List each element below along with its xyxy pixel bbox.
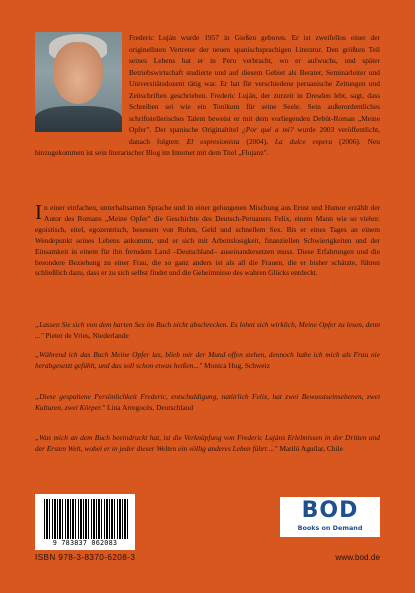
quote-author: Lina Arregocés, Deutschland (107, 402, 194, 412)
quote-text: „Diese gespaltene Persönlichkeit Frederic, entschuldigung, natürlich Felix, hat zwei Bewusstseinsebenen, zwei Kulturen, zwei Körper." (35, 392, 380, 412)
bio-title-3: La dulce espera (274, 136, 333, 146)
barcode (35, 494, 135, 550)
quote-text: „Was mich an dem Buch beeindruckt hat, ist die Verknüpfung von Frederic Lujáns Erlebnissen in der Dritten und der Ersten Welt, wobei er in jeder dieser Welten ein völlig anderes Leben führt ..." (35, 433, 380, 453)
quote-2 (35, 350, 380, 372)
quote-author: Monica Hug, Schweiz (203, 360, 270, 370)
isbn: ISBN 978-3-8370-6208-3 (35, 553, 136, 562)
bio-text-3: (2004), (239, 136, 275, 146)
barcode-bars (44, 499, 128, 539)
quote-text: „Lassen Sie sich von dem harten Sex im Buch nicht abschrecken. Es lohnt sich wirklich, Meine Opfer zu lesen, denn ..." (35, 320, 380, 340)
bio-text-2: wurde 2003 veröffentlicht, danach folgten: (129, 125, 380, 146)
bio-text-4: (2006). Neu hinzugekommen ist sein literarischer Blog im Internet mit dem Titel „Flujanz". (35, 136, 380, 158)
quote-1 (35, 320, 380, 342)
publisher-website: www.bod.de (335, 553, 380, 562)
quote-3 (35, 392, 380, 414)
publisher-logo (280, 497, 380, 537)
bio-title-1: ¿Por qué a mí? (242, 125, 294, 135)
quote-4 (35, 433, 380, 455)
book-blurb (35, 200, 380, 279)
quote-text: „Während ich das Buch Meine Opfer las, blieb mir der Mund offen stehen, dennoch habe ich mich als Frau nie herabgesetzt gefühlt, und das soll schon etwas heißen..." (35, 350, 380, 370)
barcode-digits: 9 783837 062083 (52, 539, 118, 547)
author-bio (35, 32, 380, 159)
bod-logo-mark: BOD (301, 498, 359, 523)
blurb-text: n einer einfachen, unterhaltsamen Sprache und in einer gelungenen Mischung aus Ernst und Humor erzählt der Autor des Romans „Meine Opfer" die Geschichte des Deutsch-Peruaners Felix, einem Mann wie so vielen: egoistisch, eitel, egozentrisch, besessen von Ruhm, Geld und schnellem Sex. Bis er eines Tages an einem Wendepunkt seines Lebens ankommt, und er sich mit Arbeitslosigkeit, finanziellen Schwierigkeiten und der Einsamkeit in einem für ihn fremdem Land –Deutschland– auseinandersetzen muss. Diese Erfahrungen und die besondere Beziehung zu einer Frau, die so ganz anders ist als all die Frauen, die er bisher schätzte, führen schließlich dazu, dass er zu sich selbst findet und die Geheimnisse des wahren Glücks entdeckt. (35, 203, 380, 278)
bio-title-2: El expresionista (186, 136, 240, 146)
bod-logo-text: Books on Demand (297, 524, 363, 532)
blurb-dropcap: I (35, 200, 42, 224)
bio-text-1: Frederic Luján wurde 1957 in Gießen geboren. Er ist zweifellos einer der originellsten Vertreter der neuen spanischsprachigen Literatur. Den größten Teil seines Lebens hat er in Peru verbracht, wo er aufwuchs, und später Betriebswirtschaft studierte und auf diesem Gebiet als Berater, Seminarleiter und Universitätsdozent tätig war. Er hat für verschiedene peruanische Zeitungen und Zeitschriften geschrieben. Frederic Luján, der zurzeit in Dresden lebt, sagt, dass Schreiben sei wie ein Tonikum für seine Seele. Sein außerordentliches schriftstellerisches Talent beweist er mit dem vorliegenden Debüt-Roman „Meine Opfer". Der spanische Originaltitel (129, 33, 380, 135)
quote-author: Marilú Aguilar, Chile (279, 443, 343, 453)
quote-author: Pieter de Vries, Niederlande (45, 330, 129, 340)
